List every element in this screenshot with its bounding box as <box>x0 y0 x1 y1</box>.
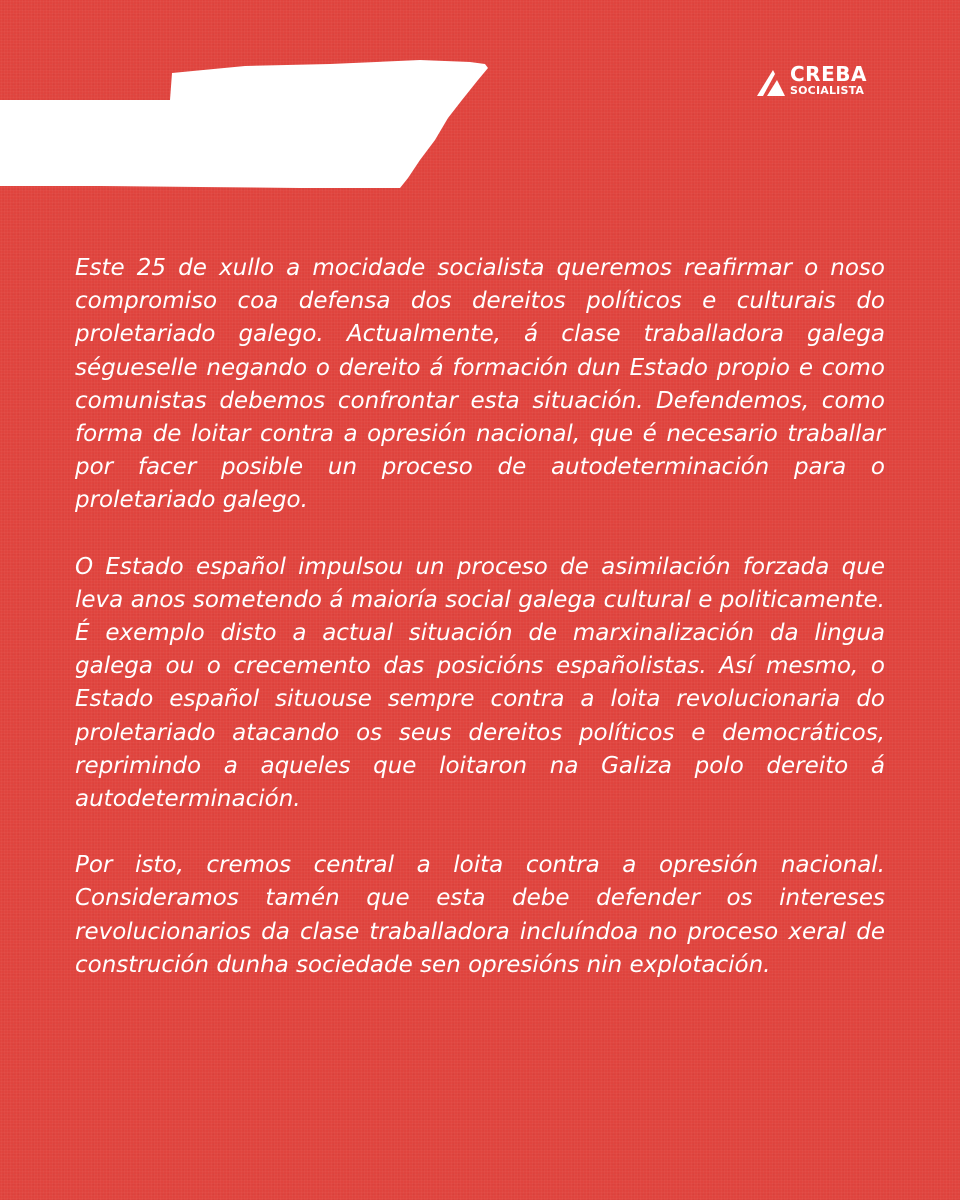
paragraph-1: Este 25 de xullo a mocidade socialista queremos reafirmar o noso compromiso coa defensa dos dereitos políticos e culturais do proletariado galego. Actualmente, á clase traballadora galega ségueselle negando o dereito á formación dun Estado propio e como comunistas debemos confrontar esta situación. Defendemos, como forma de loitar contra a opresión nacional, que é necesario traballar por facer posible un proceso de autodeterminación para o proletariado galego. <box>75 255 885 514</box>
paragraph-2: O Estado español impulsou un proceso de asimilación forzada que leva anos sometendo á maioría social galega cultural e politicamente. É exemplo disto a actual situación de marxinalización da lingua galega ou o crecemento das posicións españolistas. Así mesmo, o Estado español situouse sempre contra a loita revolucionaria do proletariado atacando os seus dereitos políticos e democráticos, reprimindo a aqueles que loitaron na Galiza polo dereito á autodeterminación. <box>75 553 885 813</box>
logo-name: CREBA <box>790 62 867 86</box>
paragraph-3: Por isto, cremos central a loita contra a opresión nacional. Consideramos tamén que esta debe defender os intereses revolucionarios da clase traballadora incluíndoa no proceso xeral de construción dunha sociedade sen opresións nin explotación. <box>75 852 885 978</box>
mountain-icon <box>757 66 787 96</box>
logo-subtitle: SOCIALISTA <box>790 84 865 97</box>
creba-socialista-logo <box>757 64 877 100</box>
statement-text <box>75 252 885 1015</box>
torn-paper-shape <box>0 0 520 200</box>
